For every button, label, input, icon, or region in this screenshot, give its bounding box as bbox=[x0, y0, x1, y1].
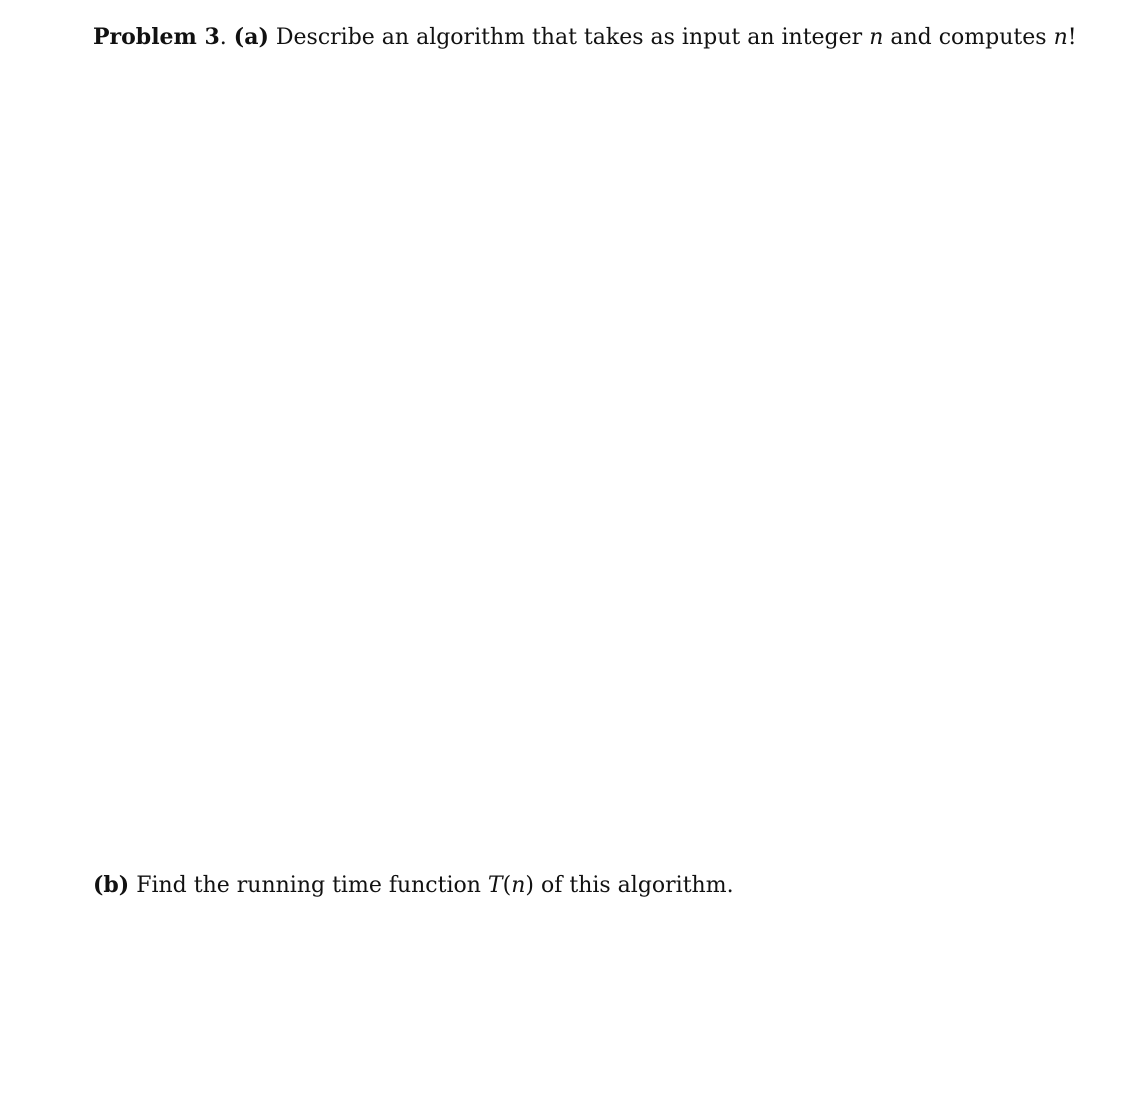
part-b-paren-open: ( bbox=[502, 873, 512, 898]
part-b-func-t: T bbox=[487, 873, 503, 898]
part-a-label: (a) bbox=[233, 24, 269, 50]
part-a-var-n-factorial: n bbox=[1053, 25, 1068, 50]
part-b-paren-close: ) bbox=[525, 873, 534, 898]
problem-number: Problem 3 bbox=[93, 24, 220, 50]
part-a-text-middle: and computes bbox=[890, 25, 1047, 50]
part-b-text-after: of this algorithm. bbox=[540, 873, 734, 898]
part-a-factorial-mark: ! bbox=[1067, 25, 1077, 50]
problem-3-part-a bbox=[93, 26, 1077, 49]
part-b-var-n: n bbox=[511, 873, 526, 898]
part-a-var-n: n bbox=[869, 25, 884, 50]
part-a-text-before: Describe an algorithm that takes as input an integer bbox=[275, 25, 863, 50]
problem-3-part-b bbox=[93, 874, 734, 897]
part-b-text-before: Find the running time function bbox=[136, 873, 481, 898]
part-b-label: (b) bbox=[93, 872, 130, 898]
problem-number-suffix: . bbox=[219, 25, 227, 50]
